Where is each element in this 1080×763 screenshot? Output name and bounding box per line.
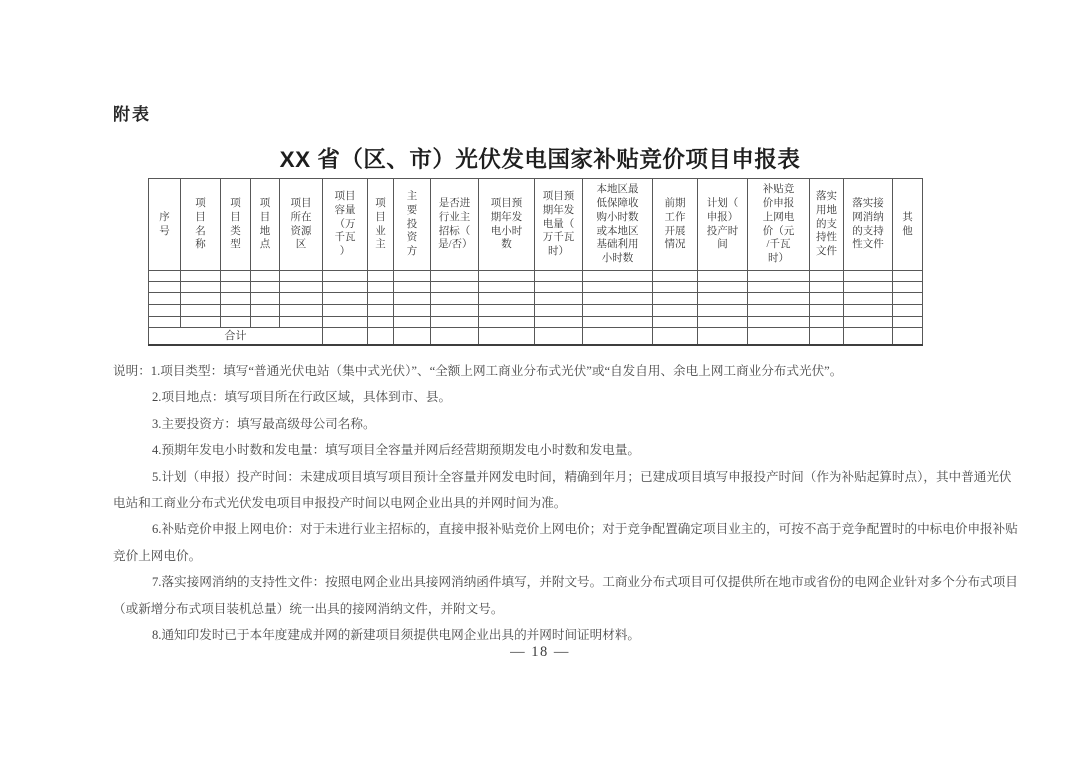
table-empty-cell bbox=[368, 317, 394, 328]
table-empty-cell bbox=[368, 271, 394, 282]
col-header-resource-zone bbox=[280, 179, 323, 271]
table-empty-cell bbox=[653, 271, 698, 282]
table-empty-cell bbox=[221, 305, 251, 317]
table-empty-cell bbox=[149, 305, 181, 317]
col-header-land-support-document bbox=[810, 179, 844, 271]
appendix-label: 附表 bbox=[113, 105, 151, 124]
col-header-min-guaranteed-purchase-hours bbox=[583, 179, 653, 271]
total-empty-cell bbox=[653, 328, 698, 346]
table-empty-cell bbox=[698, 305, 748, 317]
table-empty-cell bbox=[748, 271, 810, 282]
table-empty-cell bbox=[181, 282, 221, 293]
col-header-label: 项目预期年发电量（万千瓦时） bbox=[542, 190, 575, 258]
table-empty-cell bbox=[323, 305, 368, 317]
table-header-row bbox=[149, 179, 923, 271]
col-header-label: 项目预期年发电小时数 bbox=[490, 197, 523, 251]
col-header-other bbox=[893, 179, 923, 271]
table-empty-cell bbox=[251, 271, 280, 282]
note-line: 3.主要投资方：填写最高级母公司名称。 bbox=[152, 416, 376, 431]
total-empty-cell bbox=[748, 328, 810, 346]
table-empty-row bbox=[149, 305, 923, 317]
table-empty-cell bbox=[149, 282, 181, 293]
note-line: 4.预期年发电小时数和发电量：填写项目全容量并网后经营期预期发电小时数和发电量。 bbox=[152, 443, 641, 458]
note-line: （或新增分布式项目装机总量）统一出具的接网消纳文件，并附文号。 bbox=[113, 601, 504, 616]
table-empty-cell bbox=[323, 317, 368, 328]
table-empty-cell bbox=[251, 293, 280, 305]
note-line: 说明：1.项目类型：填写“普通光伏电站（集中式光伏）”、“全额上网工商业分布式光伏”或“自发自用、余电上网工商业分布式光伏”。 bbox=[113, 364, 843, 378]
table-empty-cell bbox=[810, 282, 844, 293]
col-header-label: 补贴竞价申报上网电价（元/千瓦时） bbox=[762, 183, 795, 265]
total-empty-cell bbox=[698, 328, 748, 346]
table-empty-cell bbox=[394, 293, 431, 305]
col-header-expected-annual-generation bbox=[535, 179, 583, 271]
col-header-expected-annual-hours bbox=[479, 179, 535, 271]
table-empty-row bbox=[149, 317, 923, 328]
table-empty-cell bbox=[893, 293, 923, 305]
col-header-project-owner bbox=[368, 179, 394, 271]
table-empty-cell bbox=[251, 282, 280, 293]
table-empty-cell bbox=[698, 271, 748, 282]
table-empty-cell bbox=[583, 282, 653, 293]
table-empty-cell bbox=[810, 271, 844, 282]
note-line: 电站和工商业分布式光伏发电项目申报投产时间以电网企业出具的并网时间为准。 bbox=[113, 496, 567, 511]
table-empty-cell bbox=[431, 293, 479, 305]
table-empty-cell bbox=[149, 271, 181, 282]
table-empty-cell bbox=[698, 293, 748, 305]
col-header-label: 落实接网消纳的支持性文件 bbox=[852, 197, 884, 251]
col-header-label: 项目所在资源区 bbox=[290, 197, 312, 251]
table-empty-cell bbox=[698, 282, 748, 293]
table-empty-cell bbox=[280, 282, 323, 293]
table-empty-cell bbox=[251, 305, 280, 317]
table-empty-cell bbox=[844, 282, 893, 293]
total-empty-cell bbox=[323, 328, 368, 346]
table-empty-cell bbox=[810, 317, 844, 328]
table-empty-cell bbox=[479, 317, 535, 328]
col-header-label: 项目容量（万千瓦） bbox=[334, 190, 356, 258]
col-header-serial-number bbox=[149, 179, 181, 271]
notes-section bbox=[113, 358, 1018, 648]
table-empty-cell bbox=[748, 317, 810, 328]
col-header-owner-bidding bbox=[431, 179, 479, 271]
table-empty-cell bbox=[653, 282, 698, 293]
table-empty-row bbox=[149, 282, 923, 293]
total-empty-cell bbox=[394, 328, 431, 346]
table-empty-cell bbox=[653, 317, 698, 328]
total-empty-cell bbox=[810, 328, 844, 346]
application-table bbox=[148, 178, 923, 346]
table-empty-cell bbox=[431, 271, 479, 282]
note-line: 6.补贴竞价申报上网电价：对于未进行业主招标的，直接申报补贴竞价上网电价；对于竞争配置确定项目业主的，可按不高于竞争配置时的中标电价申报补贴 bbox=[152, 522, 1018, 537]
table-empty-cell bbox=[844, 317, 893, 328]
col-header-planned-commissioning-time bbox=[698, 179, 748, 271]
col-header-project-name bbox=[181, 179, 221, 271]
table-empty-cell bbox=[535, 317, 583, 328]
table-empty-cell bbox=[368, 282, 394, 293]
total-empty-cell bbox=[368, 328, 394, 346]
table-empty-cell bbox=[323, 293, 368, 305]
table-empty-cell bbox=[431, 305, 479, 317]
table-empty-cell bbox=[479, 271, 535, 282]
col-header-label: 项目地点 bbox=[259, 197, 271, 251]
total-empty-cell bbox=[479, 328, 535, 346]
col-header-label: 项目名称 bbox=[195, 197, 206, 251]
table-empty-cell bbox=[431, 282, 479, 293]
col-header-label: 主要投资方 bbox=[406, 190, 418, 258]
table-empty-cell bbox=[280, 317, 323, 328]
table-empty-cell bbox=[221, 293, 251, 305]
table-empty-cell bbox=[653, 305, 698, 317]
table-empty-cell bbox=[181, 271, 221, 282]
note-line: 8.通知印发时已于本年度建成并网的新建项目须提供电网企业出具的并网时间证明材料。 bbox=[152, 628, 641, 643]
table-empty-cell bbox=[280, 305, 323, 317]
table-empty-cell bbox=[810, 305, 844, 317]
page-title: XX 省（区、市）光伏发电国家补贴竞价项目申报表 bbox=[279, 147, 801, 172]
total-empty-cell bbox=[583, 328, 653, 346]
application-table-container bbox=[148, 178, 923, 346]
table-empty-cell bbox=[748, 293, 810, 305]
table-empty-cell bbox=[479, 293, 535, 305]
table-empty-cell bbox=[535, 271, 583, 282]
col-header-label: 计划（申报）投产时间 bbox=[706, 197, 739, 251]
table-empty-row bbox=[149, 271, 923, 282]
table-empty-cell bbox=[583, 317, 653, 328]
table-empty-cell bbox=[368, 293, 394, 305]
col-header-grid-consumption-support-document bbox=[844, 179, 893, 271]
table-empty-cell bbox=[394, 271, 431, 282]
col-header-project-type bbox=[221, 179, 251, 271]
table-empty-cell bbox=[221, 317, 251, 328]
table-empty-cell bbox=[653, 293, 698, 305]
total-row bbox=[149, 328, 923, 346]
table-empty-cell bbox=[583, 293, 653, 305]
total-empty-cell bbox=[535, 328, 583, 346]
col-header-label: 项目类型 bbox=[230, 197, 241, 251]
col-header-label: 其他 bbox=[902, 211, 913, 237]
table-empty-cell bbox=[181, 305, 221, 317]
table-empty-cell bbox=[251, 317, 280, 328]
total-empty-cell bbox=[844, 328, 893, 346]
table-empty-cell bbox=[394, 282, 431, 293]
table-empty-cell bbox=[535, 293, 583, 305]
table-empty-cell bbox=[280, 293, 323, 305]
col-header-main-investor bbox=[394, 179, 431, 271]
table-empty-cell bbox=[844, 271, 893, 282]
table-empty-cell bbox=[221, 271, 251, 282]
col-header-label: 是否进行业主招标（是/否） bbox=[438, 197, 473, 251]
table-empty-cell bbox=[893, 271, 923, 282]
table-empty-cell bbox=[893, 305, 923, 317]
note-line: 2.项目地点：填写项目所在行政区域，具体到市、县。 bbox=[152, 390, 452, 405]
table-empty-cell bbox=[221, 282, 251, 293]
col-header-label: 序号 bbox=[159, 211, 170, 237]
note-line: 7.落实接网消纳的支持性文件：按照电网企业出具接网消纳函件填写，并附文号。工商业分布式项目可仅提供所在地市或省份的电网企业针对多个分布式项目 bbox=[152, 575, 1018, 590]
table-empty-cell bbox=[431, 317, 479, 328]
col-header-label: 落实用地的支持性文件 bbox=[816, 190, 837, 258]
table-empty-cell bbox=[535, 282, 583, 293]
table-empty-cell bbox=[323, 282, 368, 293]
page-number: — 18 — bbox=[510, 644, 570, 660]
table-empty-cell bbox=[394, 305, 431, 317]
table-empty-cell bbox=[583, 305, 653, 317]
table-empty-cell bbox=[698, 317, 748, 328]
table-empty-cell bbox=[748, 282, 810, 293]
table-empty-cell bbox=[280, 271, 323, 282]
table-empty-cell bbox=[368, 305, 394, 317]
col-header-project-capacity bbox=[323, 179, 368, 271]
table-empty-cell bbox=[181, 293, 221, 305]
table-empty-cell bbox=[149, 317, 181, 328]
table-empty-cell bbox=[479, 282, 535, 293]
table-empty-cell bbox=[810, 293, 844, 305]
col-header-preliminary-work-status bbox=[653, 179, 698, 271]
note-line: 5.计划（申报）投产时间：未建成项目填写项目预计全容量并网发电时间，精确到年月；已建成项目填写申报投产时间（作为补贴起算时点），其中普通光伏 bbox=[152, 469, 1012, 484]
table-empty-cell bbox=[844, 305, 893, 317]
total-empty-cell bbox=[431, 328, 479, 346]
total-empty-cell bbox=[893, 328, 923, 346]
col-header-label: 项目业主 bbox=[375, 197, 386, 251]
col-header-project-location bbox=[251, 179, 280, 271]
table-empty-cell bbox=[844, 293, 893, 305]
table-empty-cell bbox=[535, 305, 583, 317]
table-empty-cell bbox=[149, 293, 181, 305]
table-empty-cell bbox=[893, 282, 923, 293]
table-empty-cell bbox=[323, 271, 368, 282]
col-header-subsidy-bid-price bbox=[748, 179, 810, 271]
total-label-cell: 合计 bbox=[149, 328, 323, 346]
table-empty-cell bbox=[394, 317, 431, 328]
table-empty-cell bbox=[748, 305, 810, 317]
table-empty-cell bbox=[181, 317, 221, 328]
table-empty-row bbox=[149, 293, 923, 305]
table-empty-cell bbox=[893, 317, 923, 328]
col-header-label: 本地区最低保障收购小时数或本地区基础利用小时数 bbox=[596, 183, 639, 265]
table-empty-cell bbox=[583, 271, 653, 282]
col-header-label: 前期工作开展情况 bbox=[664, 197, 686, 251]
note-line: 竞价上网电价。 bbox=[113, 548, 202, 563]
table-empty-cell bbox=[479, 305, 535, 317]
